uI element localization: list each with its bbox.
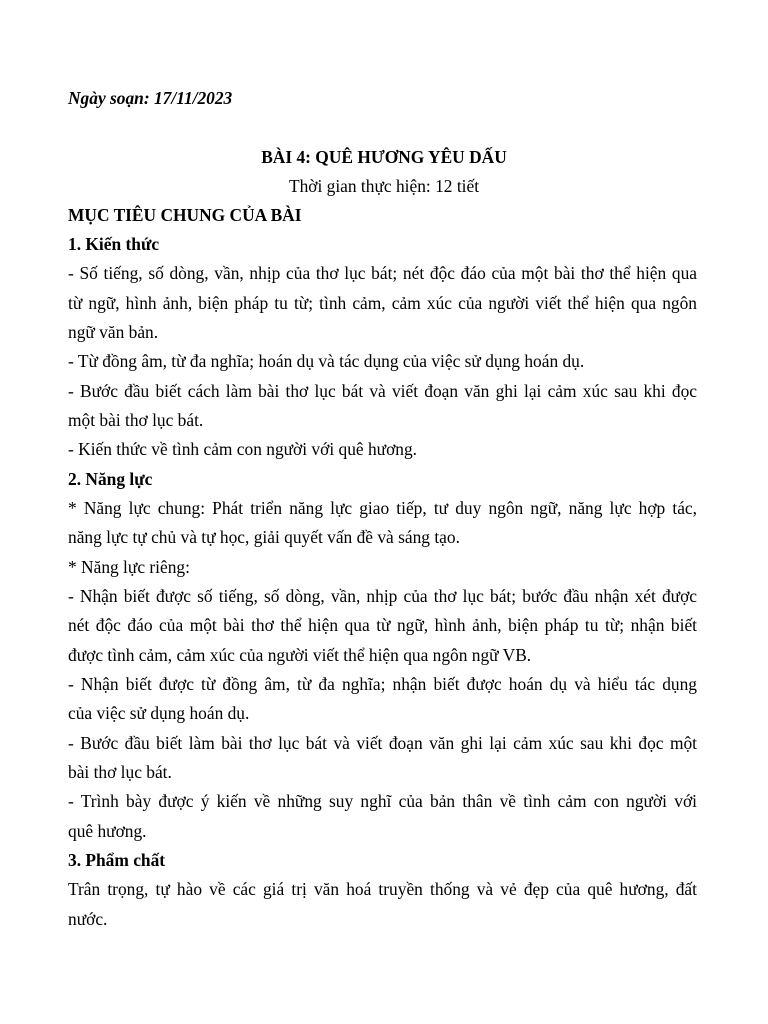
competence-line: nét độc đáo của một bài thơ thể hiện qua từ ngữ, hình ảnh, biện pháp tu từ; nhận biết: [68, 615, 697, 635]
knowledge-line: - Số tiếng, số dòng, vần, nhịp của thơ lục bát; nét độc đáo của một bài thơ thể hiện qua: [68, 263, 697, 283]
competence-line: quê hương.: [68, 821, 147, 841]
qualities-line: Trân trọng, tự hào về các giá trị văn hoá truyền thống và vẻ đẹp của quê hương, đất: [68, 879, 697, 899]
knowledge-heading: 1. Kiến thức: [68, 234, 160, 254]
competence-heading: 2. Năng lực: [68, 469, 153, 489]
knowledge-line: - Từ đồng âm, từ đa nghĩa; hoán dụ và tác dụng của việc sử dụng hoán dụ.: [68, 351, 585, 371]
lesson-title: BÀI 4: QUÊ HƯƠNG YÊU DẤU: [261, 147, 507, 167]
competence-line: - Bước đầu biết làm bài thơ lục bát và viết đoạn văn ghi lại cảm xúc sau khi đọc một: [68, 733, 697, 753]
section-heading: MỤC TIÊU CHUNG CỦA BÀI: [68, 205, 302, 225]
knowledge-line: một bài thơ lục bát.: [68, 410, 204, 430]
competence-line: * Năng lực chung: Phát triển năng lực giao tiếp, tư duy ngôn ngữ, năng lực hợp tác,: [68, 498, 697, 518]
qualities-heading: 3. Phẩm chất: [68, 850, 166, 870]
knowledge-line: - Bước đầu biết cách làm bài thơ lục bát và viết đoạn văn ghi lại cảm xúc sau khi đọc: [68, 381, 697, 401]
competence-line: bài thơ lục bát.: [68, 762, 172, 782]
qualities-line: nước.: [68, 909, 108, 929]
competence-line: - Nhận biết được số tiếng, số dòng, vần, nhịp của thơ lục bát; bước đầu nhận xét được: [68, 586, 697, 606]
lesson-duration: Thời gian thực hiện: 12 tiết: [288, 176, 480, 196]
knowledge-line: từ ngữ, hình ảnh, biện pháp tu từ; tình cảm, cảm xúc của người viết thể hiện qua ngôn: [68, 293, 697, 313]
date-line: Ngày soạn: 17/11/2023: [68, 88, 233, 108]
knowledge-line: ngữ văn bản.: [68, 322, 159, 342]
competence-line: - Nhận biết được từ đồng âm, từ đa nghĩa; nhận biết được hoán dụ và hiểu tác dụng: [68, 674, 697, 694]
competence-line: của việc sử dụng hoán dụ.: [68, 703, 250, 723]
competence-line: năng lực tự chủ và tự học, giải quyết vấn đề và sáng tạo.: [68, 527, 460, 547]
competence-line: * Năng lực riêng:: [68, 557, 190, 577]
competence-line: - Trình bày được ý kiến về những suy nghĩ của bản thân về tình cảm con người với: [68, 791, 697, 811]
knowledge-line: - Kiến thức về tình cảm con người với quê hương.: [68, 439, 418, 459]
competence-line: được tình cảm, cảm xúc của người viết thể hiện qua ngôn ngữ VB.: [68, 645, 532, 665]
